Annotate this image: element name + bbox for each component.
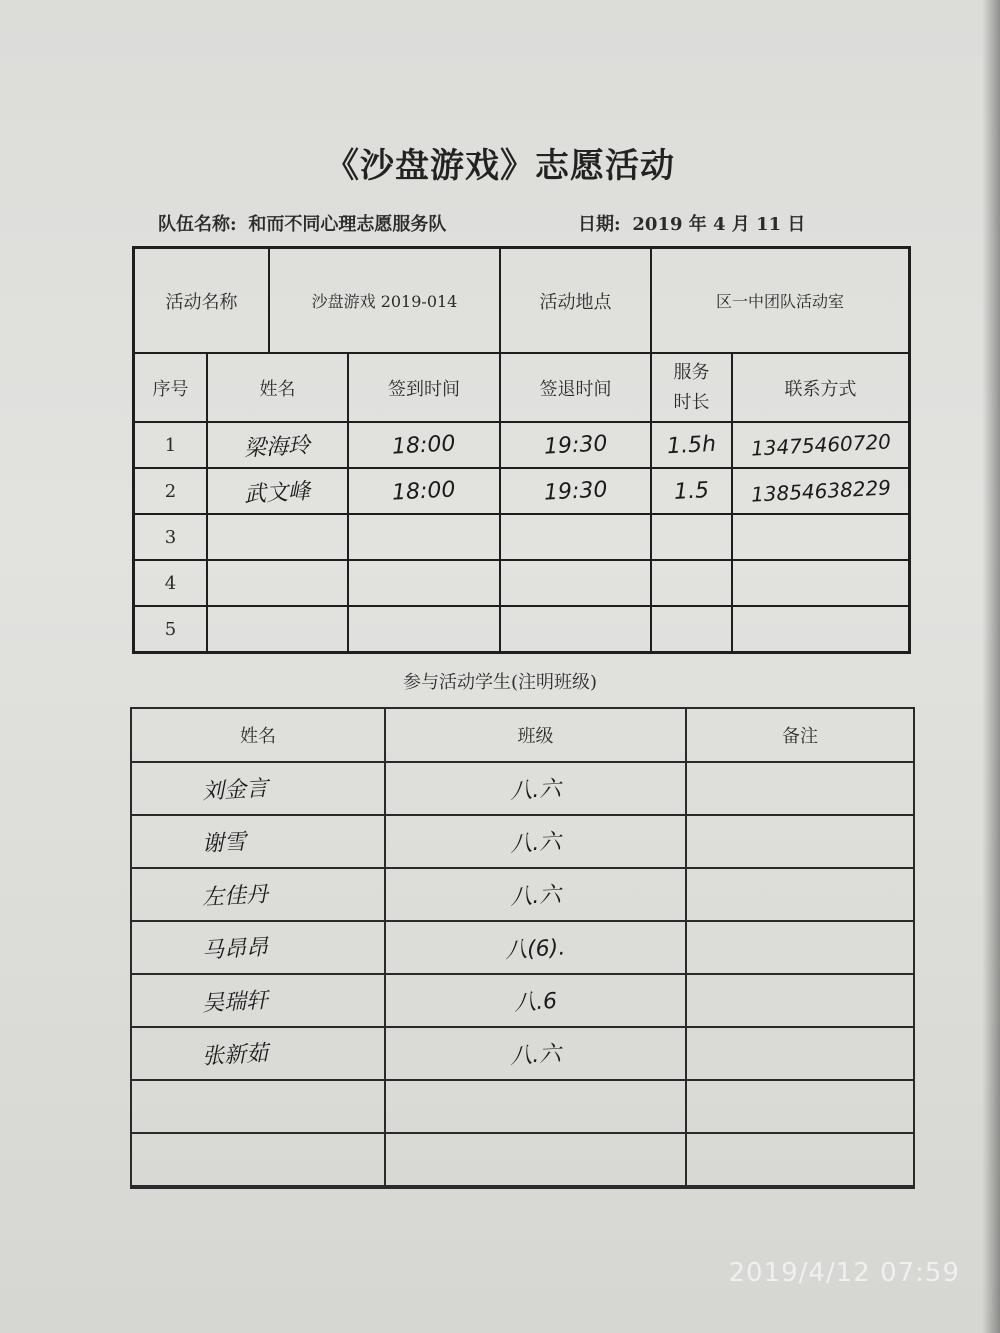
student-note <box>687 975 913 1026</box>
student-class <box>386 975 685 1026</box>
student-class-handwriting: 八.六 <box>509 776 562 805</box>
student-note <box>687 1134 913 1185</box>
row-signout-time-handwriting: 19:30 <box>543 430 608 460</box>
row-duration <box>652 561 731 605</box>
row-number: 5 <box>164 618 177 640</box>
students-header-note: 备注 <box>782 726 818 747</box>
row-signin-time <box>349 561 499 605</box>
student-class <box>386 1134 685 1185</box>
header-duration: 服务 时长 <box>673 361 710 413</box>
header-contact: 联系方式 <box>784 378 857 400</box>
team-name-label: 队伍名称: <box>158 214 237 235</box>
student-name <box>132 763 384 814</box>
row-signout-time <box>501 515 650 559</box>
student-note <box>687 816 913 867</box>
student-class-handwriting: 八.六 <box>509 829 562 858</box>
student-class-handwriting: 八.六 <box>509 882 562 911</box>
row-name <box>208 423 347 467</box>
row-signout-time <box>501 423 650 467</box>
row-contact-handwriting: 13854638229 <box>749 475 892 507</box>
student-name <box>132 1081 384 1132</box>
row-name <box>208 561 347 605</box>
row-signin-time <box>349 607 499 651</box>
row-duration <box>652 469 731 513</box>
student-name-handwriting: 吴瑞轩 <box>201 988 269 1017</box>
row-number: 4 <box>164 572 177 594</box>
row-signin-time <box>349 469 499 513</box>
student-name <box>132 1134 384 1185</box>
student-name-handwriting: 左佳丹 <box>201 882 269 911</box>
activity-place-value: 区一中团队活动室 <box>715 292 844 311</box>
row-contact <box>733 561 908 605</box>
row-signin-time-handwriting: 18:00 <box>391 476 457 506</box>
row-number: 1 <box>164 434 177 456</box>
photo-timestamp: 2019/4/12 07:59 <box>728 1258 960 1288</box>
student-note <box>687 1028 913 1079</box>
header-signout-time: 签退时间 <box>539 378 612 400</box>
row-name-handwriting: 梁海玲 <box>243 432 312 462</box>
header-no: 序号 <box>152 378 189 400</box>
activity-place-label: 活动地点 <box>539 291 612 313</box>
student-note <box>687 869 913 920</box>
student-note <box>687 763 913 814</box>
row-contact-handwriting: 13475460720 <box>749 429 892 461</box>
student-name-handwriting: 谢雪 <box>201 829 247 858</box>
row-name <box>208 515 347 559</box>
row-signin-time <box>349 515 499 559</box>
row-signin-time <box>349 423 499 467</box>
students-table <box>130 707 915 1189</box>
student-name-handwriting: 刘金言 <box>201 776 269 805</box>
team-name-value: 和而不同心理志愿服务队 <box>248 214 447 235</box>
date-label: 日期: <box>578 214 621 235</box>
student-class <box>386 816 685 867</box>
students-header-name: 姓名 <box>240 726 276 747</box>
student-class-handwriting: 八(6). <box>504 935 567 964</box>
row-contact <box>733 469 908 513</box>
student-name <box>132 975 384 1026</box>
student-name <box>132 816 384 867</box>
header-name: 姓名 <box>259 378 296 400</box>
team-name-line <box>158 210 446 236</box>
student-class <box>386 1081 685 1132</box>
row-signout-time-handwriting: 19:30 <box>543 476 608 506</box>
activity-name-value: 沙盘游戏 2019-014 <box>311 292 458 311</box>
row-signout-time <box>501 607 650 651</box>
student-name <box>132 1028 384 1079</box>
student-class <box>386 1028 685 1079</box>
student-class <box>386 763 685 814</box>
date-value: 2019 年 4 月 11 日 <box>632 214 806 235</box>
signin-table <box>132 246 911 654</box>
row-name <box>208 469 347 513</box>
row-name <box>208 607 347 651</box>
row-number: 2 <box>164 480 177 502</box>
row-contact <box>733 607 908 651</box>
row-number: 3 <box>164 526 177 548</box>
paper-shadow-edge <box>982 0 1000 1333</box>
row-contact <box>733 423 908 467</box>
student-class <box>386 869 685 920</box>
students-header-class: 班级 <box>517 726 554 747</box>
student-note <box>687 1081 913 1132</box>
row-name-handwriting: 武文峰 <box>243 478 312 508</box>
row-duration-handwriting: 1.5h <box>666 431 717 459</box>
header-signin-time: 签到时间 <box>388 378 460 400</box>
row-signout-time <box>501 469 650 513</box>
row-duration <box>652 515 731 559</box>
student-class <box>386 922 685 973</box>
row-duration <box>652 607 731 651</box>
student-class-handwriting: 八.六 <box>509 1041 562 1070</box>
row-signout-time <box>501 561 650 605</box>
student-name-handwriting: 张新茹 <box>201 1041 269 1070</box>
students-section-title: 参与活动学生(注明班级) <box>402 672 598 693</box>
activity-name-label: 活动名称 <box>165 291 238 313</box>
row-signin-time-handwriting: 18:00 <box>391 430 457 460</box>
student-class-handwriting: 八.6 <box>513 988 558 1017</box>
student-note <box>687 922 913 973</box>
row-duration <box>652 423 731 467</box>
row-contact <box>733 515 908 559</box>
page-title: 《沙盘游戏》志愿活动 <box>325 146 675 186</box>
student-name <box>132 869 384 920</box>
student-name-handwriting: 马昂昂 <box>201 935 269 964</box>
student-name <box>132 922 384 973</box>
row-duration-handwriting: 1.5 <box>673 477 710 505</box>
date-line <box>578 210 805 236</box>
